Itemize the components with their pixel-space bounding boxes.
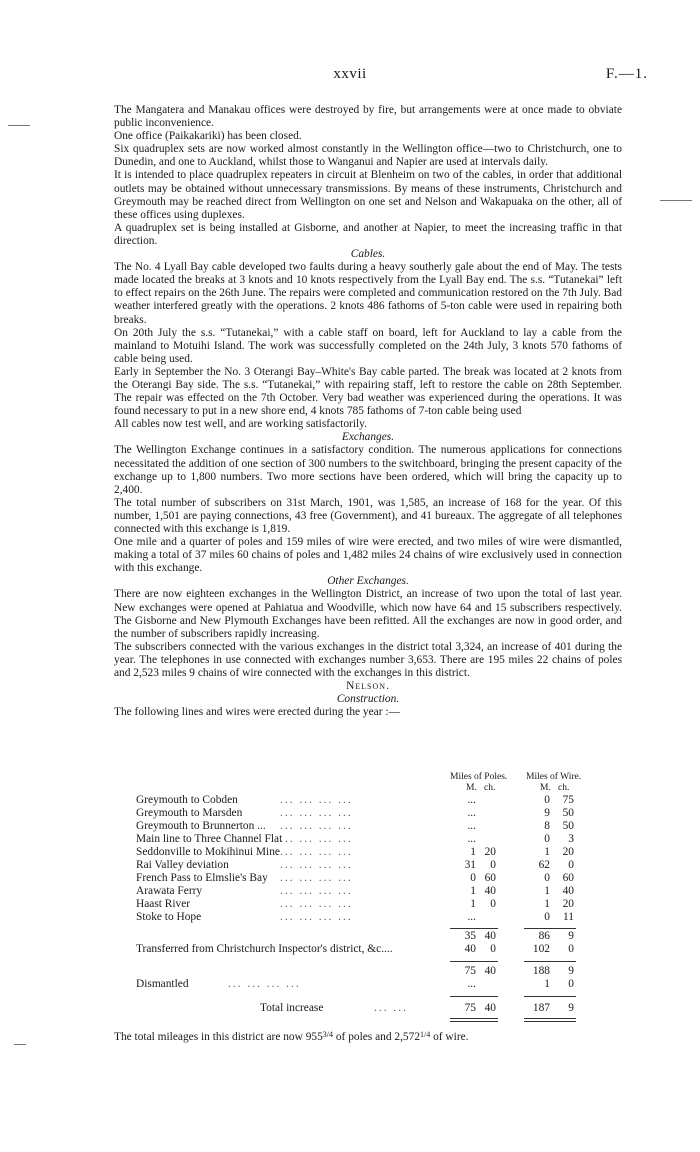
footer-summary — [114, 1030, 469, 1043]
section-subtitle-construction: Construction. — [336, 693, 400, 706]
leader-dots: ... ... — [374, 1002, 408, 1014]
poles-miles: 75 — [464, 965, 476, 977]
leader-dots: ... ... ... ... — [280, 807, 353, 819]
row-label: Dismantled — [136, 978, 189, 990]
poles-miles: 1 — [470, 885, 476, 897]
table-row — [112, 794, 592, 807]
sum-rule — [524, 996, 576, 997]
wire-miles: 1 — [544, 885, 550, 897]
poles-miles: ... — [467, 978, 476, 990]
table-row — [112, 859, 592, 872]
subtotal-row — [112, 965, 592, 978]
wire-chains: 75 — [562, 794, 574, 806]
subtotal-row — [112, 930, 592, 943]
sum-rule — [524, 961, 576, 962]
poles-chains: 60 — [484, 872, 496, 884]
page-number: xxvii — [333, 66, 367, 82]
table-row — [112, 833, 592, 846]
wire-miles: 1 — [544, 978, 550, 990]
wire-miles: 102 — [532, 943, 550, 955]
wire-chains: 9 — [568, 1002, 574, 1014]
footer-text: of poles and 2,572 — [333, 1031, 421, 1043]
subheader-miles: M. — [540, 783, 551, 793]
wire-chains: 0 — [568, 943, 574, 955]
poles-miles: 1 — [470, 898, 476, 910]
wire-chains: 50 — [562, 820, 574, 832]
transferred-row — [112, 943, 592, 956]
total-double-rule — [450, 1021, 498, 1022]
dismantled-row — [112, 978, 592, 991]
paragraph: One mile and a quarter of poles and 159 miles of wire were erected, and two miles of wire were dismantled, making a total of 37 miles 60 chains of poles and 1,482 miles 24 chains of wire exclusively used in connection with this exchange. — [114, 536, 622, 575]
poles-chains: 40 — [484, 885, 496, 897]
wire-miles: 187 — [532, 1002, 550, 1014]
row-label: Rai Valley deviation — [136, 859, 229, 871]
poles-miles: ... — [467, 833, 476, 845]
wire-miles: 0 — [544, 794, 550, 806]
poles-chains: 40 — [484, 1002, 496, 1014]
poles-miles: ... — [467, 807, 476, 819]
leader-dots: ... ... ... ... — [280, 898, 353, 910]
leader-dots: ... ... ... ... — [228, 978, 301, 990]
row-label: Haast River — [136, 898, 191, 910]
sum-rule — [450, 961, 498, 962]
poles-miles: 75 — [464, 1002, 476, 1014]
paragraph: The total number of subscribers on 31st March, 1901, was 1,585, an increase of 168 for the year. Of this number, 1,501 are paying connections, 43 free (Government), and 41 bureaux. The aggregate of all telephones connected with this exchange is 1,819. — [114, 496, 622, 535]
sum-rule — [450, 928, 498, 929]
margin-mark — [14, 1044, 26, 1045]
poles-chains: 40 — [484, 930, 496, 942]
wire-miles: 1 — [544, 846, 550, 858]
total-double-rule — [524, 1021, 576, 1022]
paragraph: The Mangatera and Manakau offices were destroyed by fire, but arrangements were at once made to obviate public inconvenience. — [114, 104, 622, 130]
poles-miles: ... — [467, 820, 476, 832]
row-label: Stoke to Hope — [136, 911, 202, 923]
poles-miles: 40 — [464, 943, 476, 955]
wire-chains: 50 — [562, 807, 574, 819]
wire-chains: 20 — [562, 846, 574, 858]
poles-chains: 0 — [490, 898, 496, 910]
paragraph: It is intended to place quadruplex repeaters in circuit at Blenheim on two of the cables, in order that additional outlets may be obtained without unnecessary transmissions. By means of these instruments, Christchurch and Greymouth may be reached direct from Wellington on one set and Nelson and Wakapuaka on the other, all of these offices using duplexes. — [114, 169, 622, 221]
total-double-rule — [524, 1018, 576, 1019]
table-row — [112, 911, 592, 924]
poles-chains: 0 — [490, 859, 496, 871]
wire-chains: 3 — [568, 833, 574, 845]
leader-dots: ... ... ... ... — [280, 885, 353, 897]
fraction: 1/4 — [420, 1030, 431, 1039]
body-text — [114, 104, 622, 719]
poles-miles: 35 — [464, 930, 476, 942]
row-label: Main line to Three Channel Flat — [136, 833, 283, 845]
total-row — [112, 1002, 592, 1015]
wire-miles: 1 — [544, 898, 550, 910]
wire-miles: 8 — [544, 820, 550, 832]
paragraph: A quadruplex set is being installed at Gisborne, and another at Napier, to meet the increasing traffic in that direction. — [114, 221, 622, 247]
paragraph: Six quadruplex sets are now worked almost constantly in the Wellington office—two to Christchurch, one to Dunedin, and one to Auckland, whilst those to Wanganui and Napier are used at intervals daily. — [114, 143, 622, 169]
leader-dots: ... ... ... ... — [280, 859, 353, 871]
wire-chains: 9 — [568, 930, 574, 942]
wire-miles: 62 — [538, 859, 550, 871]
fraction: 3/4 — [322, 1030, 334, 1039]
table-row — [112, 820, 592, 833]
row-label: French Pass to Elmslie's Bay — [136, 872, 268, 884]
leader-dots: ... ... ... ... — [280, 794, 353, 806]
section-title-exchanges: Exchanges. — [341, 431, 395, 444]
section-title-other-exchanges: Other Exchanges. — [327, 575, 409, 588]
leader-dots: ... ... ... ... — [280, 846, 353, 858]
poles-miles: ... — [467, 911, 476, 923]
row-label: Transferred from Christchurch Inspector's district, &c.... — [136, 943, 393, 955]
leader-dots: ... ... ... ... — [280, 872, 353, 884]
poles-chains: 40 — [484, 965, 496, 977]
row-label: Greymouth to Marsden — [136, 807, 243, 819]
poles-miles: 31 — [464, 859, 476, 871]
paragraph: The Wellington Exchange continues in a satisfactory condition. The numerous applications for connections necessitated the addition of one section of 300 numbers to the switchboard, bringing the present capacity of the exchange up to 1,800 numbers. Two more sections have been ordered, which will bring the capacity up to 2,400. — [114, 444, 622, 496]
document-reference: F.—1. — [605, 66, 648, 82]
paragraph: The subscribers connected with the various exchanges in the district total 3,324, an increase of 401 during the year. The telephones in use connected with exchanges number 3,653. There are 195 miles 22 chains of poles and 2,523 miles 9 chains of wire connected with the exchanges in this district. — [114, 640, 622, 680]
column-header-wire: Miles of Wire. — [526, 772, 582, 782]
table-row — [112, 807, 592, 820]
poles-miles: 0 — [470, 872, 476, 884]
row-label: Greymouth to Cobden — [136, 794, 238, 806]
leader-dots: ... ... ... ... — [280, 911, 353, 923]
footer-text: of wire. — [430, 1031, 469, 1043]
row-label: Seddonville to Mokihinui Mine — [136, 846, 280, 858]
table-row — [112, 885, 592, 898]
footer-text: The total mileages in this district are now 955 — [114, 1031, 323, 1043]
row-label: Total increase — [260, 1002, 324, 1014]
table-row — [112, 846, 592, 859]
leader-dots: ... ... ... ... — [280, 820, 353, 832]
wire-miles: 86 — [538, 930, 550, 942]
wire-miles: 0 — [544, 872, 550, 884]
poles-chains: 20 — [484, 846, 496, 858]
wire-miles: 188 — [532, 965, 550, 977]
wire-chains: 60 — [562, 872, 574, 884]
paragraph: The No. 4 Lyall Bay cable developed two faults during a heavy southerly gale about the end of May. The tests made located the breaks at 3 knots and 10 knots respectively from the Lyall Bay end. The s.s. “Tutanekai” left to effect repairs on the 26th June. The repairs were completed and communication restored on the 7th July. Bad weather interfered greatly with the operations. 2 knots 486 fathoms of 5-ton cable were used in repairing both breaks. — [114, 261, 622, 326]
table-row — [112, 872, 592, 885]
poles-chains: 0 — [490, 943, 496, 955]
subheader-chains: ch. — [484, 783, 496, 793]
wire-miles: 0 — [544, 911, 550, 923]
margin-mark — [8, 125, 30, 126]
sum-rule — [524, 928, 576, 929]
total-double-rule — [450, 1018, 498, 1019]
section-title-cables: Cables. — [350, 248, 386, 261]
table-intro: The following lines and wires were erected during the year :— — [114, 706, 400, 719]
paragraph: There are now eighteen exchanges in the Wellington District, an increase of two upon the total of last year. New exchanges were opened at Pahiatua and Woodville, which now have 64 and 15 subscribers respectively. The Gisborne and New Plymouth Exchanges have been refitted. All the exchanges are now in good order, and the number of subscribers rapidly increasing. — [114, 588, 622, 640]
poles-miles: 1 — [470, 846, 476, 858]
wire-miles: 9 — [544, 807, 550, 819]
wire-chains: 11 — [563, 911, 574, 923]
wire-chains: 40 — [562, 885, 574, 897]
paragraph: All cables now test well, and are working satisfactorily. — [114, 418, 367, 431]
section-title-nelson: Nelson. — [346, 680, 390, 693]
column-header-poles: Miles of Poles. — [450, 772, 508, 782]
wire-chains: 20 — [562, 898, 574, 910]
paragraph: One office (Paikakariki) has been closed. — [114, 130, 302, 143]
leader-dots: ... ... ... ... — [280, 833, 353, 845]
wire-chains: 9 — [568, 965, 574, 977]
subheader-miles: M. — [466, 783, 477, 793]
paragraph: On 20th July the s.s. “Tutanekai,” with a cable staff on board, left for Auckland to lay a cable from the mainland to Motuihi Island. The work was successfully completed on the 24th July, 3 knots 570 fathoms of cable being used. — [114, 326, 622, 365]
sum-rule — [450, 996, 498, 997]
table-row — [112, 898, 592, 911]
paragraph: Early in September the No. 3 Oterangi Bay–White's Bay cable parted. The break was located at 2 knots from the Oterangi Bay side. The s.s. “Tutanekai,” with repairing staff, left to restore the cable on 28th September. The repair was effected on the 7th October. Very bad weather was experienced during the operations. It was found necessary to put in a new shore end, 4 knots 785 fathoms of 7-ton cable being used — [114, 365, 622, 418]
row-label: Arawata Ferry — [136, 885, 203, 897]
margin-mark — [660, 200, 692, 201]
row-label: Greymouth to Brunnerton ... — [136, 820, 266, 832]
wire-chains: 0 — [568, 978, 574, 990]
poles-miles: ... — [467, 794, 476, 806]
wire-miles: 0 — [544, 833, 550, 845]
subheader-chains: ch. — [558, 783, 570, 793]
wire-chains: 0 — [568, 859, 574, 871]
